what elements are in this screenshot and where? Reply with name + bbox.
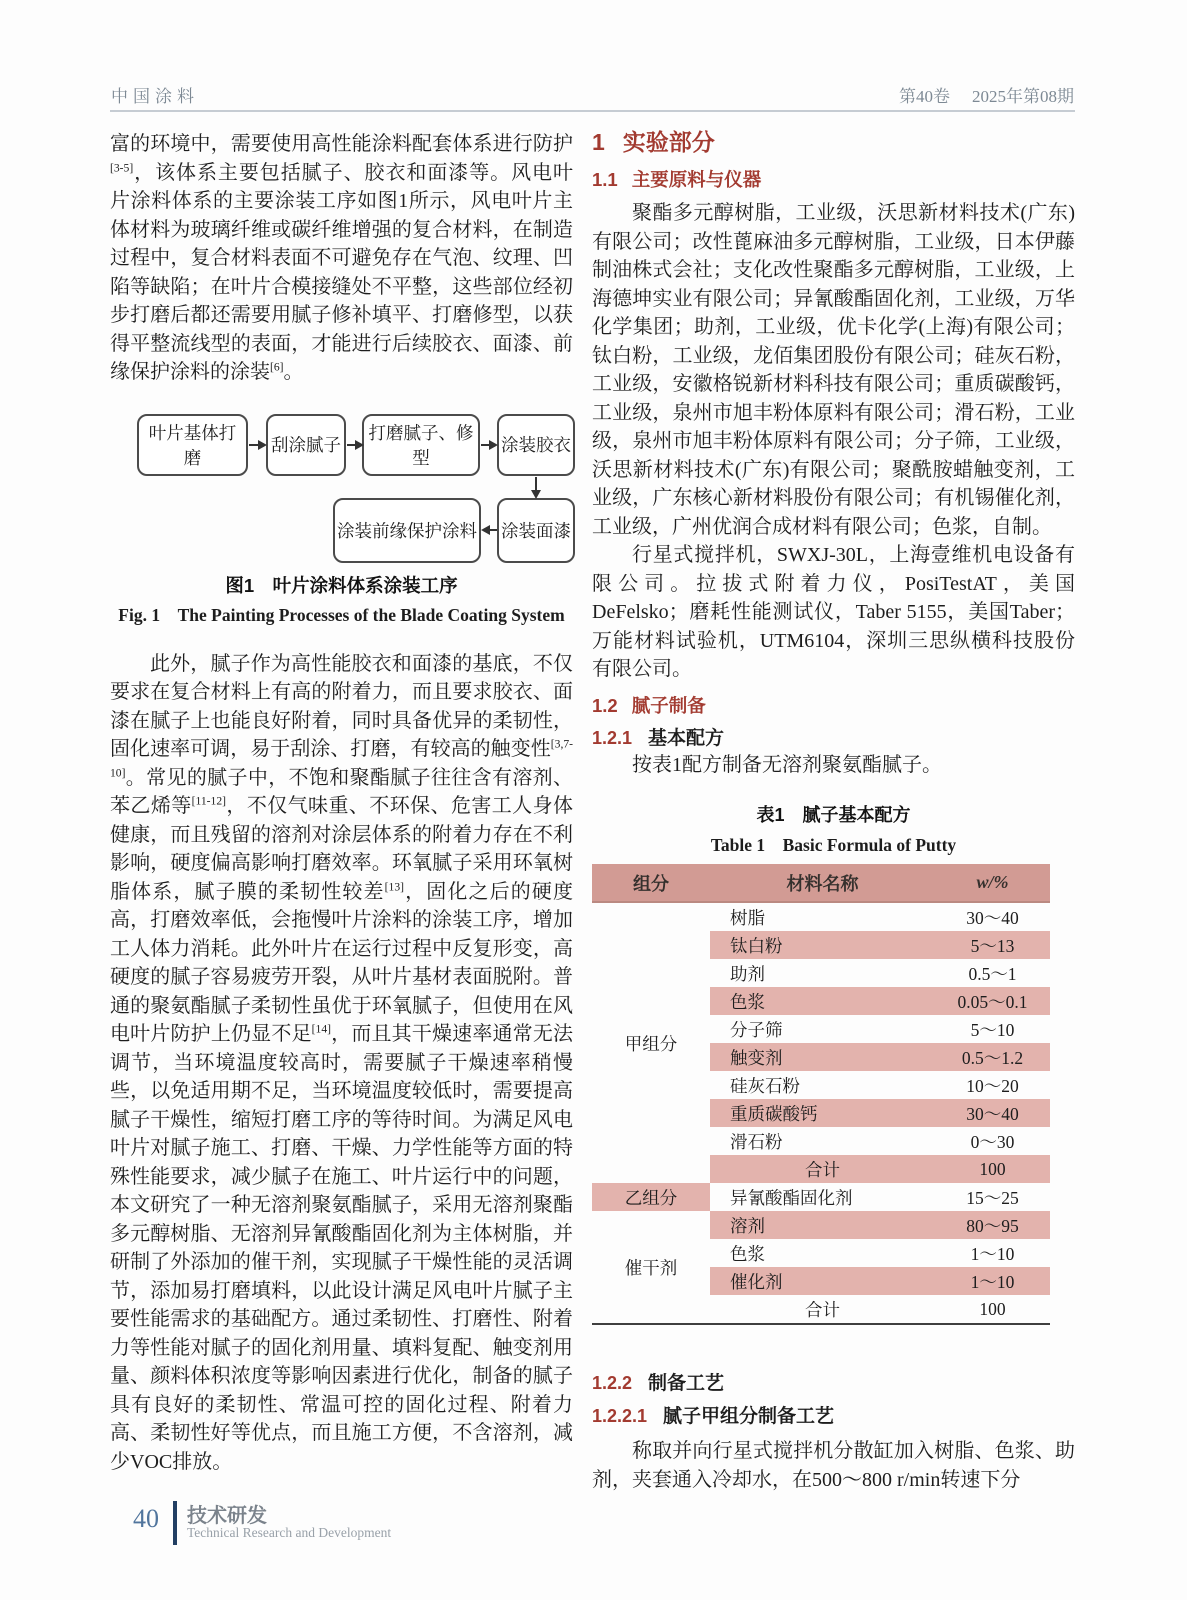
table1-group-cell: 催干剂: [624, 1257, 678, 1278]
table1-row: [592, 1211, 1050, 1239]
table1-value-cell: 0.5～1: [968, 963, 1017, 984]
table1-body: [592, 902, 1050, 1324]
arrow-right-icon: [249, 444, 258, 446]
table1-material-cell: 合计: [710, 1155, 935, 1183]
table1-basic-formula: [592, 864, 1050, 1325]
arrow-left-icon: [490, 529, 497, 531]
table1-header-component: 组分: [592, 864, 710, 902]
volume-issue: [899, 82, 1074, 107]
table1-material-cell: 分子筛: [730, 1019, 783, 1040]
section-title: 实验部分: [622, 129, 715, 155]
table1-caption-en: Table 1 Basic Formula of Putty: [710, 835, 957, 855]
section-title: 腻子甲组分制备工艺: [663, 1406, 835, 1427]
section-number: 1.2.1: [592, 727, 633, 748]
table1-material-cell: 溶剂: [710, 1211, 935, 1239]
table1-material-cell: 触变剂: [710, 1043, 935, 1071]
section-heading-1-2-2: [592, 1371, 1075, 1396]
volume-label: 第40卷: [899, 87, 950, 106]
section-heading-1-2-2-1: [592, 1404, 1075, 1429]
table1-value-cell: 100: [979, 1298, 1006, 1319]
body-paragraph: 此外，腻子作为高性能胶衣和面漆的基底，不仅要求在复合材料上有高的附着力，而且要求胶衣、面漆在腻子上也能良好附着，同时具备优异的柔韧性，固化速率可调，易于刮涂、打磨，有较高的触变性[3,7-10]。常见的腻子中，不饱和聚酯腻子往往含有溶剂、苯乙烯等[11-12]，不仅气味重、不环保、危害工人身体健康，而且残留的溶剂对涂层体系的附着力存在不利影响，硬度偏高影响打磨效率。环氧腻子采用环氧树脂体系，腻子膜的柔韧性较差[13]，固化之后的硬度高，打磨效率低，会拖慢叶片涂料的涂装工序，增加工人体力消耗。此外叶片在运行过程中反复形变，高硬度的腻子容易疲劳开裂，从叶片基材表面脱附。普通的聚氨酯腻子柔韧性虽优于环氧腻子，但使用在风电叶片防护上仍显不足[14]，而且其干燥速率通常无法调节，当环境温度较高时，需要腻子干燥速率稍慢些，以免适用期不足，当环境温度较低时，需要提高腻子干燥性，缩短打磨工序的等待时间。为满足风电叶片对腻子施工、打磨、干燥、力学性能等方面的特殊性能要求，减少腻子在施工、叶片运行中的问题，本文研究了一种无溶剂聚氨酯腻子，采用无溶剂聚酯多元醇树脂、无溶剂异氰酸酯固化剂为主体树脂，并研制了外添加的催干剂，实现腻子干燥性能的灵活调节，添加易打磨填料，以此设计满足风电叶片腻子主要性能需求的基础配方。通过柔韧性、打磨性、附着力等性能对腻子的固化剂用量、填料复配、触变剂用量、颜料体积浓度等影响因素进行优化，制备的腻子具有良好的柔韧性、常温可控的固化过程、附着力高、柔韧性好等优点，而且施工方便，不含溶剂，减少VOC排放。: [110, 652, 574, 1473]
table1-material-cell: 催化剂: [710, 1267, 935, 1295]
section-number: 1.2.2: [592, 1373, 633, 1393]
section-heading-1-2: [592, 694, 1075, 718]
body-paragraph: 聚酯多元醇树脂，工业级，沃思新材料技术(广东)有限公司；改性蓖麻油多元醇树脂，工业级，日本伊藤制油株式会社；支化改性聚酯多元醇树脂，工业级，上海德坤实业有限公司；异氰酸酯固化剂，工业级，万华化学集团；助剂，工业级，优卡化学(上海)有限公司；钛白粉，工业级，龙佰集团股份有限公司；硅灰石粉，工业级，安徽格锐新材料科技有限公司；重质碳酸钙，工业级，泉州市旭丰粉体原料有限公司；滑石粉，工业级，泉州市旭丰粉体原料有限公司；分子筛，工业级，沃思新材料技术(广东)有限公司；聚酰胺蜡触变剂，工业级，广东核心新材料股份有限公司；有机锡催化剂，工业级，广州优润合成材料有限公司；色浆，自制。: [592, 202, 1075, 538]
header-rule: [110, 110, 1075, 112]
figure1-caption-en: Fig. 1 The Painting Processes of the Blade Coating System: [118, 604, 565, 625]
flow-step-apply-putty: 刮涂腻子: [266, 414, 346, 476]
table1-group-cell: 乙组分: [592, 1183, 710, 1211]
table1-value-cell: 0.5～1.2: [935, 1043, 1050, 1071]
table1-value-cell: 100: [935, 1155, 1050, 1183]
table1-row: [592, 902, 1050, 931]
body-paragraph: 按表1配方制备无溶剂聚氨酯腻子。: [632, 753, 942, 776]
table1-value-cell: 1～10: [935, 1267, 1050, 1295]
table1-value-cell: 0.05～0.1: [935, 987, 1050, 1015]
figure1-caption-zh: 图1 叶片涂料体系涂装工序: [225, 574, 458, 596]
table1-material-cell: 树脂: [730, 907, 765, 928]
table1-value-cell: 30～40: [966, 907, 1019, 928]
table1-value-cell: 30～40: [935, 1099, 1050, 1127]
flow-step-topcoat: 涂装面漆: [497, 498, 575, 563]
flow-step-blade-sanding: 叶片基体打磨: [137, 414, 248, 476]
table1-material-cell: 硅灰石粉: [730, 1075, 800, 1096]
arrow-down-icon: [535, 477, 537, 491]
body-paragraph: 称取并向行星式搅拌机分散缸加入树脂、色浆、助剂，夹套通入冷却水，在500～800 r/min转速下分: [592, 1440, 1075, 1491]
table1-value-cell: 5～13: [935, 931, 1050, 959]
left-column: [110, 130, 573, 1476]
section-title: 腻子制备: [631, 694, 706, 716]
table1-material-cell: 色浆: [710, 987, 935, 1015]
table1-header-row: [592, 864, 1050, 902]
right-column: [592, 128, 1075, 1494]
table1-material-cell: 滑石粉: [730, 1131, 783, 1152]
flow-step-sand-putty: 打磨腻子、修型: [362, 414, 480, 476]
table1-value-cell: 10～20: [966, 1075, 1019, 1096]
table1-value-cell: 1～10: [970, 1243, 1015, 1264]
table1-value-cell: 15～25: [966, 1187, 1019, 1208]
arrow-right-icon: [481, 444, 489, 446]
page-number: 40: [133, 1504, 159, 1533]
table1-header-weight-percent: w/%: [935, 864, 1050, 902]
figure1-flowchart: [110, 401, 573, 563]
section-heading-1-2-1: [592, 726, 1075, 751]
table1-material-cell: 助剂: [730, 963, 765, 984]
section-number: 1: [592, 129, 605, 155]
footer-section-en: Technical Research and Development: [187, 1525, 392, 1540]
table1-value-cell: 5～10: [970, 1019, 1015, 1040]
section-heading-1-1: [592, 168, 1075, 192]
section-number: 1.1: [592, 169, 618, 190]
journal-name: 中国涂料: [111, 87, 199, 106]
table1-material-cell: 色浆: [730, 1243, 765, 1264]
footer-section-zh: 技术研发: [187, 1505, 267, 1527]
body-paragraph: 富的环境中，需要使用高性能涂料配套体系进行防护[3-5]，该体系主要包括腻子、胶衣和面漆等。风电叶片涂料体系的主要涂装工序如图1所示，风电叶片主体材料为玻璃纤维或碳纤维增强的复合材料，在制造过程中，复合材料表面不可避免存在气泡、纹理、凹陷等缺陷；在叶片合模接缝处不平整，这些部位经初步打磨后都还需要用腻子修补填平、打磨修型，以获得平整流线型的表面，才能进行后续胶衣、面漆、前缘保护涂料的涂装[6]。: [110, 133, 573, 383]
footer-divider-bar: [173, 1501, 177, 1545]
table1-material-cell: 钛白粉: [710, 931, 935, 959]
section-title: 基本配方: [648, 727, 725, 749]
table1-value-cell: 80～95: [935, 1211, 1050, 1239]
section-title: 制备工艺: [648, 1373, 725, 1394]
table1-header-material: 材料名称: [710, 864, 935, 902]
section-heading-1: [592, 128, 1075, 157]
table1-material-cell: 合计: [805, 1299, 840, 1320]
body-paragraph: 行星式搅拌机，SWXJ-30L，上海壹维机电设备有限公司。拉拔式附着力仪，PosiTestAT，美国DeFelsko；磨耗性能测试仪，Taber 5155，美国Taber；万能材料试验机，UTM6104，深圳三思纵横科技股份有限公司。: [592, 544, 1075, 680]
section-number: 1.2: [592, 694, 618, 716]
table1-material-cell: 异氰酸酯固化剂: [730, 1187, 853, 1208]
issue-label: 2025年第08期: [972, 87, 1074, 106]
table1-group-cell: 甲组分: [624, 1033, 678, 1054]
section-title: 主要原料与仪器: [631, 169, 762, 190]
table1-caption-zh: 表1 腻子基本配方: [756, 805, 911, 825]
flow-step-leading-edge-coating: 涂装前缘保护涂料: [333, 498, 481, 563]
table1-material-cell: 重质碳酸钙: [710, 1099, 935, 1127]
table1-row: [592, 1183, 1050, 1211]
table1-value-cell: 0～30: [970, 1131, 1015, 1152]
section-number: 1.2.2.1: [592, 1406, 648, 1426]
flow-step-gelcoat: 涂装胶衣: [497, 414, 575, 476]
arrow-right-icon: [347, 444, 355, 446]
